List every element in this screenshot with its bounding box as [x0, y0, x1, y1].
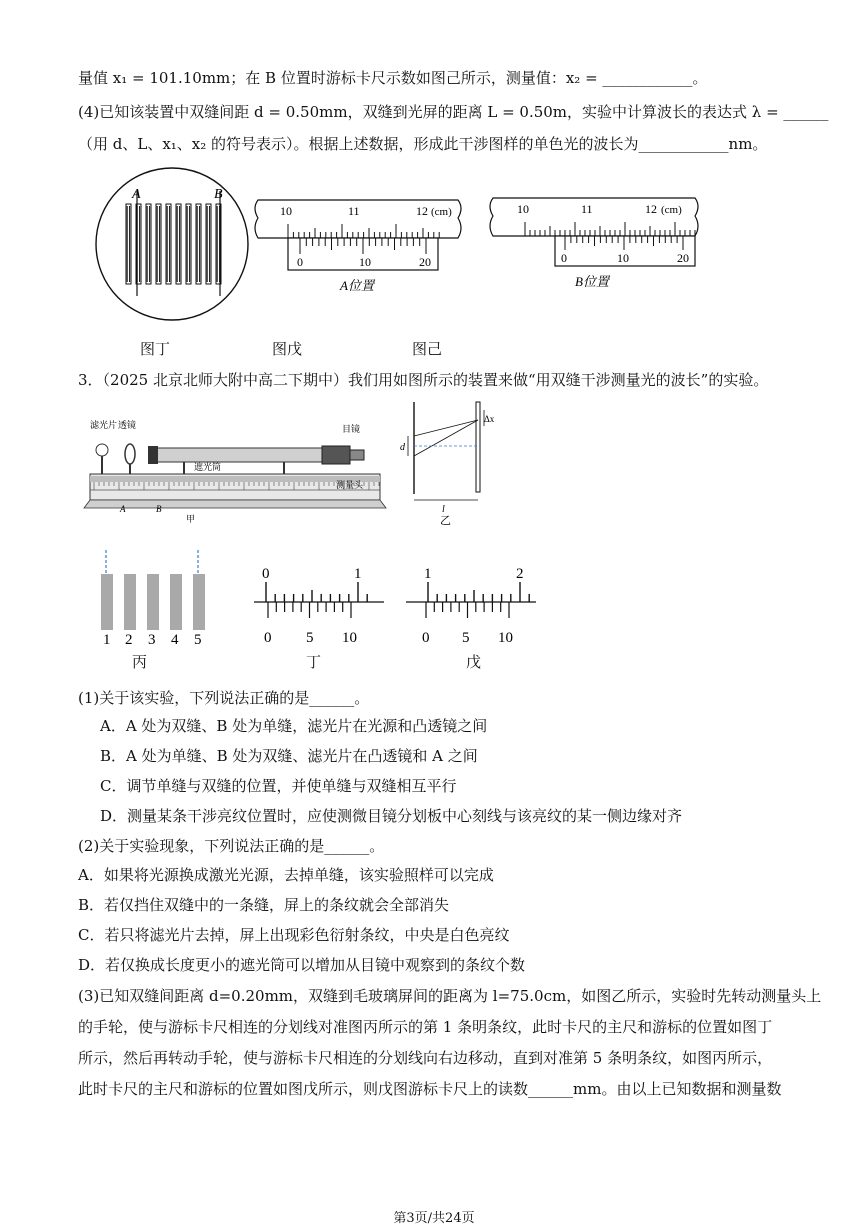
- apparatus-tube: 遮光筒: [194, 462, 222, 472]
- wu-vern-10: 10: [498, 630, 513, 646]
- ruler-b-main-11: 11: [581, 202, 593, 216]
- fringe-number-5: 5: [194, 632, 202, 648]
- apparatus-filter: 滤光片: [90, 420, 118, 430]
- figure-ji-vernier-b: [487, 196, 717, 296]
- caption-bing: 丙: [132, 653, 148, 671]
- figure-wu-vernier-a: [252, 198, 472, 298]
- q1-stem: (1)关于该实验，下列说法正确的是______。: [78, 689, 370, 707]
- text-line-1: 量值 x₁ = 101.10mm；在 B 位置时游标卡尺示数如图己所示，测量值：x₂ = ____________。: [78, 69, 708, 87]
- ruler-a-main-10: 10: [280, 204, 292, 218]
- text-line-2: (4)已知该装置中双缝间距 d = 0.50mm，双缝到光屏的距离 L = 0.50m，实验中计算波长的表达式 λ = ______: [78, 103, 829, 121]
- ding-main-0: 0: [262, 566, 270, 582]
- q2-option-b: B．若仅挡住双缝中的一条缝，屏上的条纹就会全部消失: [78, 896, 450, 914]
- figure-ding-fringes: [92, 166, 252, 326]
- wu-vern-5: 5: [462, 630, 470, 646]
- q1-option-b: B．A 处为单缝、B 处为双缝、滤光片在凸透镜和 A 之间: [100, 747, 478, 765]
- apparatus-a: A: [120, 504, 126, 514]
- apparatus-lens: 透镜: [118, 420, 137, 430]
- apparatus-eyepiece: 目镜: [342, 424, 361, 434]
- ruler-b-main-12: 12: [645, 202, 657, 216]
- wu-vern-0: 0: [422, 630, 430, 646]
- caption-ruler-ding: 丁: [306, 653, 322, 671]
- fringe-number-4: 4: [171, 632, 179, 648]
- ruler-a-main-11: 11: [348, 204, 360, 218]
- q2-stem: (2)关于实验现象，下列说法正确的是______。: [78, 837, 385, 855]
- label-a: A: [132, 187, 141, 202]
- label-b: B: [214, 187, 223, 202]
- q1-option-a: A．A 处为双缝、B 处为单缝，滤光片在光源和凸透镜之间: [100, 717, 488, 735]
- q2-option-a: A．如果将光源换成激光光源，去掉单缝，该实验照样可以完成: [78, 866, 494, 884]
- diagram-l: l: [442, 504, 445, 515]
- apparatus-caption: 甲: [186, 514, 196, 524]
- diagram-caption: 乙: [440, 515, 451, 527]
- ding-main-1: 1: [354, 566, 362, 582]
- figure-ruler-ding: [252, 560, 392, 650]
- bright-fringe: [193, 574, 205, 630]
- ruler-a-main-12: 12: [416, 204, 428, 218]
- q2-option-d: D．若仅换成长度更小的遮光筒可以增加从目镜中观察到的条纹个数: [78, 956, 526, 974]
- caption-wu: 图戊: [272, 340, 303, 358]
- apparatus-measuring-head: 测量头: [336, 480, 364, 490]
- ruler-a-vern-20: 20: [419, 255, 431, 269]
- fringe-number-3: 3: [148, 632, 156, 648]
- q1-option-c: C．调节单缝与双缝的位置，并使单缝与双缝相互平行: [100, 777, 457, 795]
- figure-fringes-bing: [98, 548, 218, 658]
- figure-ruler-wu: [404, 560, 544, 650]
- ruler-a-position: A位置: [340, 278, 374, 293]
- wu-main-2: 2: [516, 566, 524, 582]
- ruler-a-unit: (cm): [431, 206, 452, 218]
- q1-option-d: D．测量某条干涉亮纹位置时，应使测微目镜分划板中心刻线与该亮纹的某一侧边缘对齐: [100, 807, 683, 825]
- q3-line-3: 所示，然后再转动手轮，使与游标卡尺相连的分划线向右边移动，直到对准第 5 条明条纹，如图丙所示，: [78, 1049, 773, 1067]
- diagram-d: d: [400, 442, 405, 453]
- bright-fringe: [101, 574, 113, 630]
- q3-line-2: 的手轮，使与游标卡尺相连的分划线对准图丙所示的第 1 条明条纹，此时卡尺的主尺和游标的位置如图丁: [78, 1018, 773, 1036]
- q3-line-4: 此时卡尺的主尺和游标的位置如图戊所示，则戊图游标卡尺上的读数______mm。由以上已知数据和测量数: [78, 1080, 782, 1098]
- bright-fringe: [124, 574, 136, 630]
- page-footer: 第3页/共24页: [393, 1211, 475, 1226]
- q3-line-1: (3)已知双缝间距离 d=0.20mm，双缝到毛玻璃屏间的距离为 l=75.0cm，如图乙所示，实验时先转动测量头上: [78, 987, 822, 1005]
- bright-fringe: [170, 574, 182, 630]
- text-line-3: （用 d、L、x₁、x₂ 的符号表示）。根据上述数据，形成此干涉图样的单色光的波长为____________nm。: [78, 135, 768, 153]
- question-3-title: 3．（2025 北京北师大附中高二下期中）我们用如图所示的装置来做“用双缝干涉测量光的波长”的实验。: [78, 371, 769, 389]
- ruler-a-vern-0: 0: [297, 255, 303, 269]
- fringe-number-2: 2: [125, 632, 133, 648]
- ding-vern-0: 0: [264, 630, 272, 646]
- ruler-b-main-10: 10: [517, 202, 529, 216]
- ding-vern-5: 5: [306, 630, 314, 646]
- bright-fringe: [147, 574, 159, 630]
- wu-main-1: 1: [424, 566, 432, 582]
- fringe-number-1: 1: [103, 632, 111, 648]
- ruler-b-position: B位置: [575, 274, 609, 289]
- caption-ding: 图丁: [140, 340, 171, 358]
- caption-ji: 图己: [412, 340, 443, 358]
- ruler-b-unit: (cm): [661, 204, 682, 216]
- q2-option-c: C．若只将滤光片去掉，屏上出现彩色衍射条纹，中央是白色亮纹: [78, 926, 510, 944]
- ding-vern-10: 10: [342, 630, 357, 646]
- figure-diagram-yi: [400, 398, 500, 527]
- ruler-b-vern-0: 0: [561, 251, 567, 265]
- ruler-a-vern-10: 10: [359, 255, 371, 269]
- ruler-b-vern-20: 20: [677, 251, 689, 265]
- apparatus-b: B: [156, 504, 162, 514]
- figure-apparatus-jia: [84, 410, 384, 525]
- caption-ruler-wu: 戊: [466, 653, 482, 671]
- diagram-dx: Δx: [484, 414, 495, 424]
- ruler-b-vern-10: 10: [617, 251, 629, 265]
